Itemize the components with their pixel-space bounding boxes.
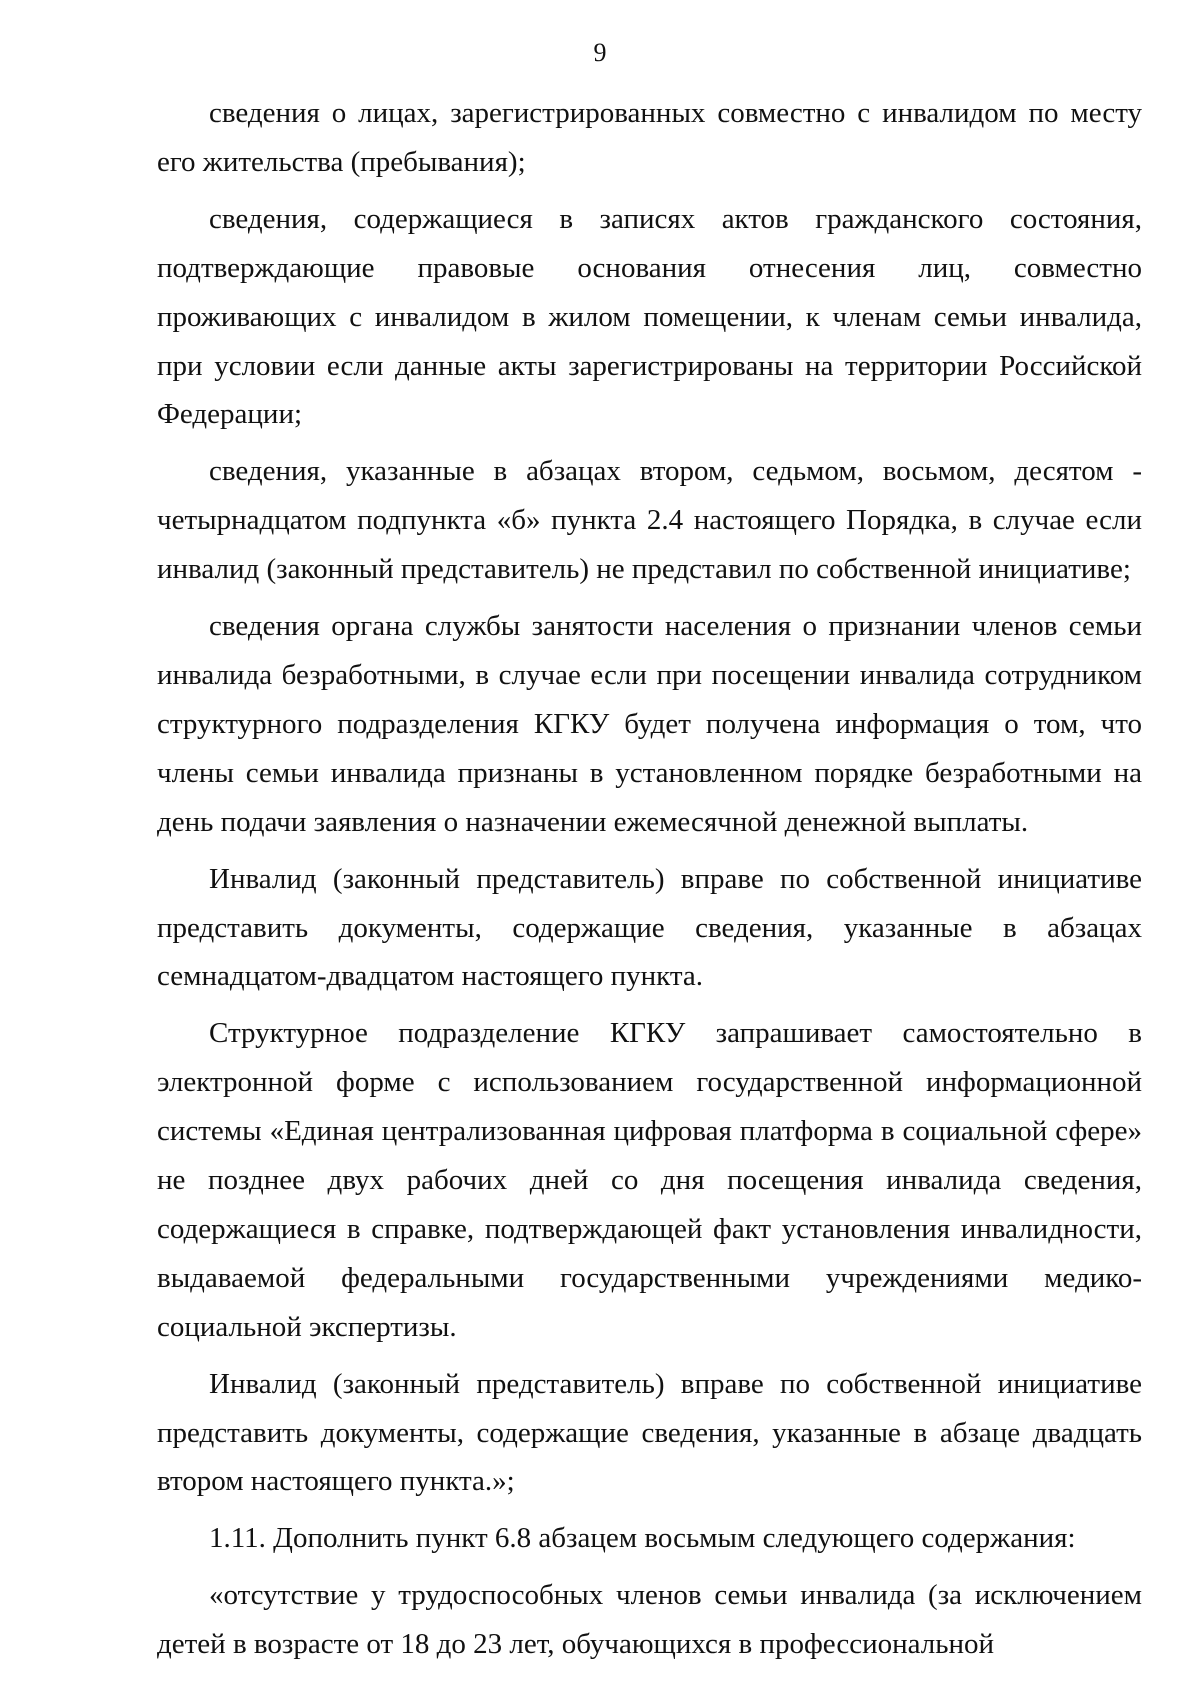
page-number: 9 bbox=[593, 38, 607, 67]
paragraph: сведения, указанные в абзацах втором, седьмом, восьмом, десятом - четырнадцатом подпункта «б» пункта 2.4 настоящего Порядка, в случае если инвалид (законный представитель) не представил по собственной инициативе; bbox=[157, 455, 1142, 586]
paragraph: сведения о лицах, зарегистрированных совместно с инвалидом по месту его жительства (пребывания); bbox=[157, 97, 1142, 178]
paragraph: сведения органа службы занятости населения о признании членов семьи инвалида безработными, в случае если при посещении инвалида сотрудником структурного подразделения КГКУ будет получена информация о том, что члены семьи инвалида признаны в установленном порядке безработными на день подачи заявления о назначении ежемесячной денежной выплаты. bbox=[157, 610, 1142, 838]
paragraph: Инвалид (законный представитель) вправе по собственной инициативе представить документы, содержащие сведения, указанные в абзацах семнадцатом-двадцатом настоящего пункта. bbox=[157, 862, 1142, 993]
paragraph: Инвалид (законный представитель) вправе по собственной инициативе представить документы, содержащие сведения, указанные в абзаце двадцать втором настоящего пункта.»; bbox=[157, 1367, 1142, 1498]
paragraph: Структурное подразделение КГКУ запрашивает самостоятельно в электронной форме с использованием государственной информационной системы «Единая централизованная цифровая платформа в социальной сфере» не позднее двух рабочих дней со дня посещения инвалида сведения, содержащиеся в справке, подтверждающей факт установления инвалидности, выдаваемой федеральными государственными учреждениями медико-социальной экспертизы. bbox=[157, 1017, 1142, 1343]
paragraph: «отсутствие у трудоспособных членов семьи инвалида (за исключением детей в возрасте от 18 до 23 лет, обучающихся в профессиональной bbox=[157, 1579, 1142, 1661]
document-body bbox=[157, 89, 1142, 1669]
paragraph: 1.11. Дополнить пункт 6.8 абзацем восьмым следующего содержания: bbox=[209, 1522, 1076, 1555]
paragraph: сведения, содержащиеся в записях актов гражданского состояния, подтверждающие правовые основания отнесения лиц, совместно проживающих с инвалидом в жилом помещении, к членам семьи инвалида, при условии если данные акты зарегистрированы на территории Российской Федерации; bbox=[157, 202, 1142, 431]
